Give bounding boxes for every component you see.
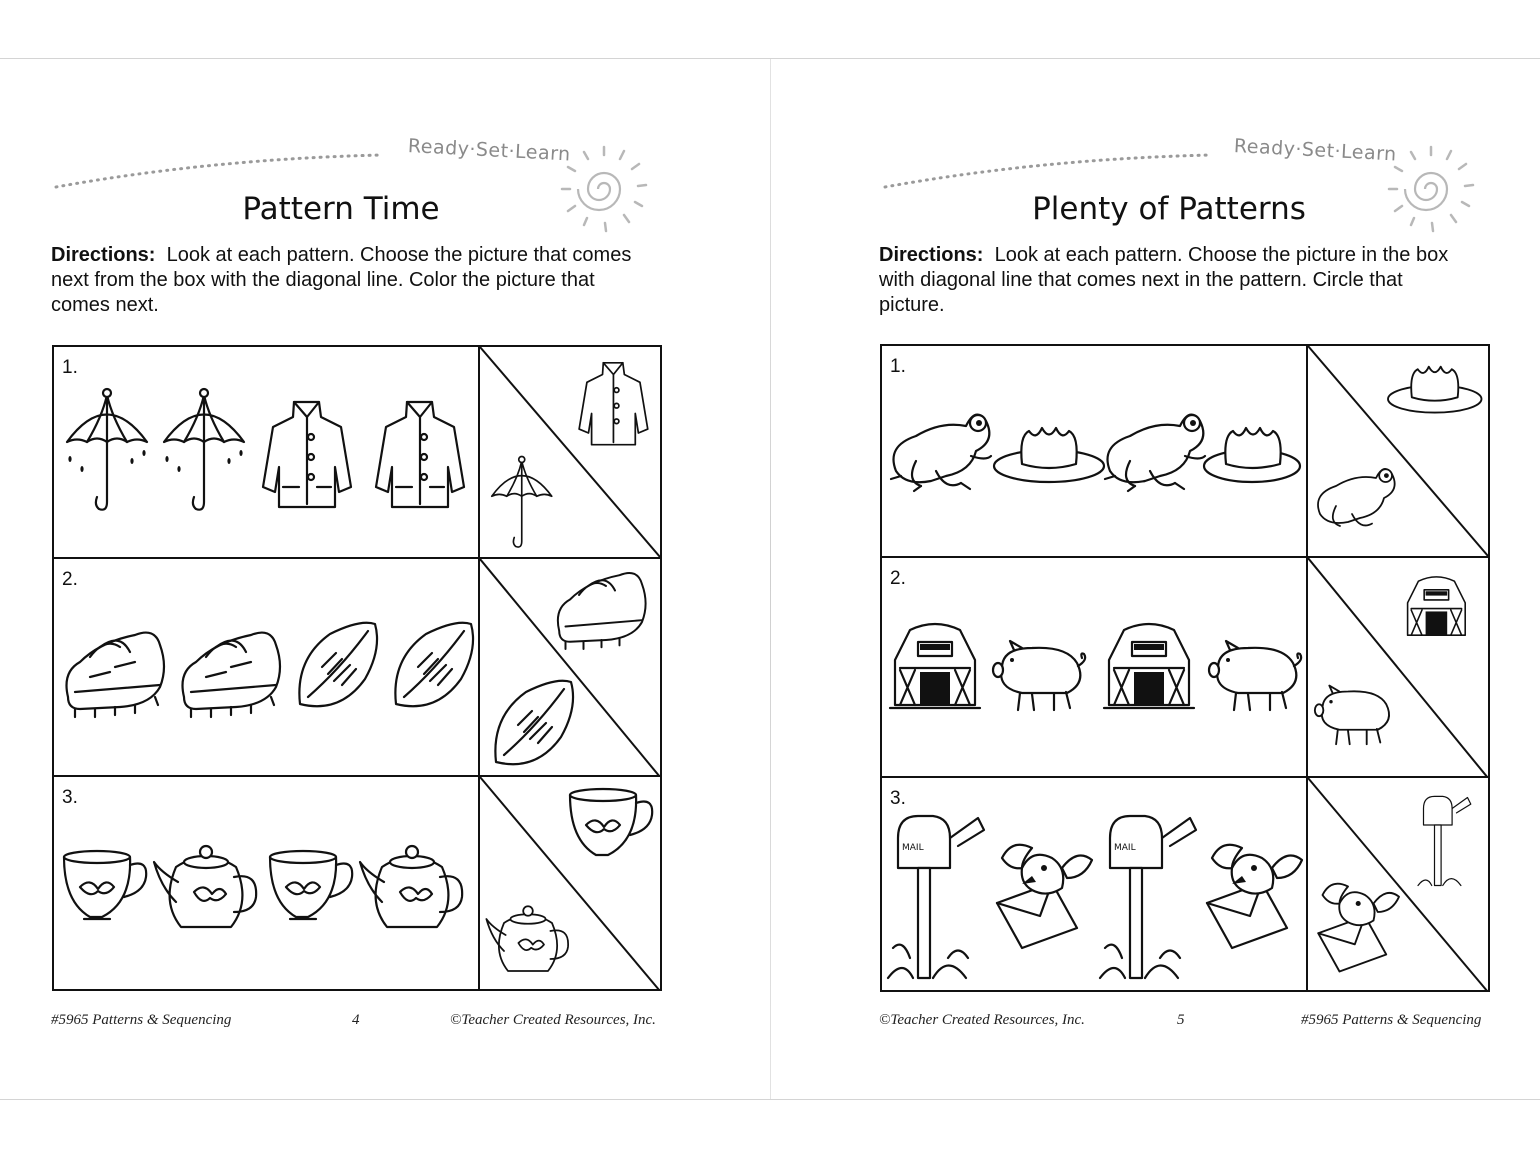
umbrella-icon[interactable] [492,457,552,548]
pattern-sequence [882,346,1310,556]
pattern-row-2 [882,556,1488,776]
barn-icon[interactable] [1408,577,1466,635]
barn-icon [890,624,980,708]
mailbox-icon [888,816,984,978]
directions-label: Directions: [879,244,984,266]
frog-icon[interactable] [1318,469,1395,526]
pattern-row-3 [882,776,1488,990]
raincoat-icon[interactable] [579,363,648,445]
pattern-sequence [54,777,482,991]
pattern-sequence [882,778,1310,992]
frog-icon [1105,415,1205,491]
brand-text: Ready·Set·Learn [407,135,572,166]
umbrella-icon [164,389,244,510]
teapot-icon [154,846,256,927]
choice-box [478,347,660,557]
teacup-icon [270,851,352,919]
raincoat-icon [376,402,464,507]
pig-icon [993,641,1085,710]
bird-letter-icon [997,845,1092,948]
book-spread [0,58,1540,1100]
choice-box [1306,558,1488,776]
directions [51,243,651,318]
page-number: 4 [352,1012,360,1028]
footer-right: #5965 Patterns & Sequencing [1301,1012,1482,1028]
footer-left: #5965 Patterns & Sequencing [51,1012,232,1028]
sun-icon [1381,139,1481,239]
pattern-row-2 [54,557,660,775]
directions-text: Look at each pattern. Choose the picture in the box with diagonal line that comes next in the pattern. Circle that picture. [879,244,1449,316]
page-title: Plenty of Patterns [1032,191,1306,227]
brand-text: Ready·Set·Learn [1233,135,1398,166]
pattern-sequence [54,559,482,777]
bird-letter-icon[interactable] [1318,884,1399,972]
pattern-row-1 [54,347,660,557]
mailbox-icon[interactable] [1418,796,1471,885]
teapot-icon[interactable] [486,906,568,971]
lily-pad-icon [1204,428,1300,482]
football-icon [299,623,377,706]
umbrella-icon [67,389,147,510]
row-number: 2. [62,569,78,590]
footer-left: ©Teacher Created Resources, Inc. [879,1012,1085,1028]
pig-icon[interactable] [1315,686,1389,745]
row-number: 1. [890,356,906,377]
page-title: Pattern Time [242,191,440,227]
pattern-grid [52,345,662,991]
sun-icon [554,139,654,239]
dotted-arc [52,137,392,197]
row-number: 1. [62,357,78,378]
choice-box [478,777,660,989]
sneaker-icon [183,633,281,717]
mailbox-label: MAIL [902,843,924,853]
page-right [771,59,1540,1099]
pattern-sequence [882,558,1310,778]
footer-right: ©Teacher Created Resources, Inc. [450,1012,656,1028]
directions-label: Directions: [51,244,156,266]
row-number: 3. [890,788,906,809]
sneaker-icon[interactable] [558,573,646,649]
sneaker-icon [67,633,165,717]
choice-box [478,559,660,775]
mailbox-label: MAIL [1114,843,1136,853]
directions [879,243,1469,318]
pig-icon [1209,641,1301,710]
raincoat-icon [263,402,351,507]
mailbox-icon [1100,816,1196,978]
pattern-row-3 [54,775,660,989]
row-number: 3. [62,787,78,808]
teacup-icon[interactable] [570,789,652,855]
lily-pad-icon [994,428,1104,482]
choice-box [1306,346,1488,556]
frog-icon [891,415,991,491]
page-left [0,59,770,1099]
bird-letter-icon [1207,845,1302,948]
dotted-arc [881,137,1221,197]
football-icon[interactable] [495,681,573,764]
lily-pad-icon[interactable] [1388,367,1482,413]
row-number: 2. [890,568,906,589]
teapot-icon [360,846,462,927]
football-icon [395,623,473,706]
pattern-sequence [54,347,482,557]
pattern-grid [880,344,1490,992]
barn-icon [1104,624,1194,708]
page-number: 5 [1177,1012,1185,1028]
pattern-row-1 [882,346,1488,556]
choice-box [1306,778,1488,990]
directions-text: Look at each pattern. Choose the picture that comes next from the box with the diagonal line. Color the picture that comes next. [51,244,632,316]
teacup-icon [64,851,146,919]
